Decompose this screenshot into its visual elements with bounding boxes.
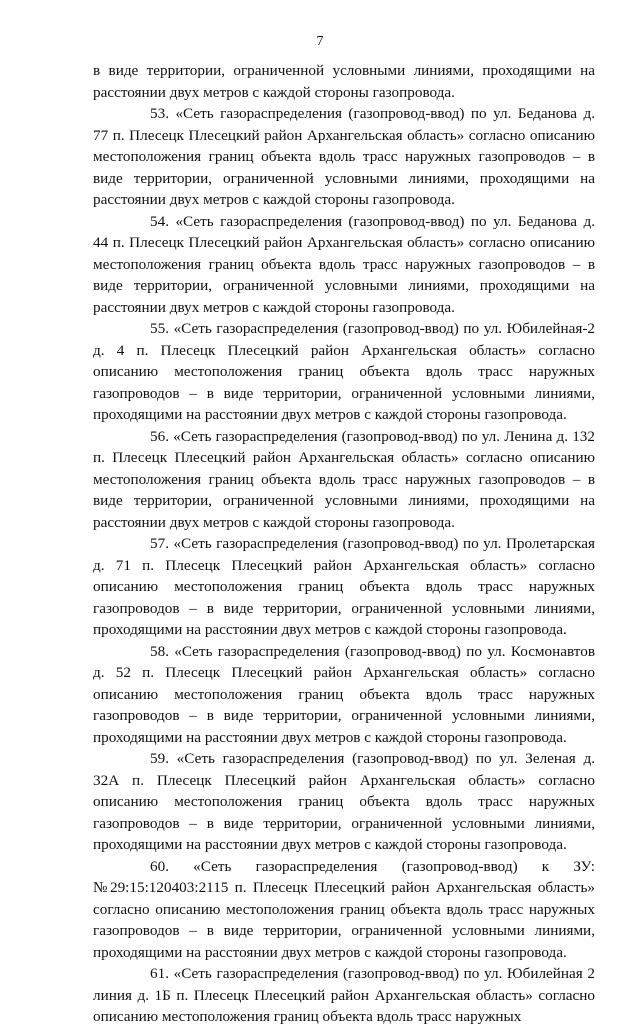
- document-body: [93, 60, 595, 1028]
- paragraph-item-55: 55. «Сеть газораспределения (газопровод-ввод) по ул. Юбилейная-2 д. 4 п. Плесецк Плесецкий район Архангельская область» согласно описанию местоположения границ объекта вдоль трасс наружных газопроводов – в виде территории, ограниченной условными линиями, проходящими на расстоянии двух метров с каждой стороны газопровода.: [93, 320, 595, 423]
- paragraph-continuation: в виде территории, ограниченной условными линиями, проходящими на расстоянии двух метров с каждой стороны газопровода.: [93, 62, 595, 101]
- paragraph-item-53: 53. «Сеть газораспределения (газопровод-ввод) по ул. Беданова д. 77 п. Плесецк Плесецкий район Архангельская область» согласно описанию местоположения границ объекта вдоль трасс наружных газопроводов – в виде территории, ограниченной условными линиями, проходящими на расстоянии двух метров с каждой стороны газопровода.: [93, 105, 595, 208]
- paragraph-item-56: 56. «Сеть газораспределения (газопровод-ввод) по ул. Ленина д. 132 п. Плесецк Плесецкий район Архангельская область» согласно описанию местоположения границ объекта вдоль трасс наружных газопроводов – в виде территории, ограниченной условными линиями, проходящими на расстоянии двух метров с каждой стороны газопровода.: [93, 427, 595, 531]
- paragraph-item-54: 54. «Сеть газораспределения (газопровод-ввод) по ул. Беданова д. 44 п. Плесецк Плесецкий район Архангельская область» согласно описанию местоположения границ объекта вдоль трасс наружных газопроводов – в виде территории, ограниченной условными линиями, проходящими на расстоянии двух метров с каждой стороны газопровода.: [93, 212, 595, 316]
- page-number: 7: [316, 34, 324, 49]
- paragraph-item-60: 60. «Сеть газораспределения (газопровод-ввод) к ЗУ:№29:15:120403:2115 п. Плесецк Плесецкий район Архангельская область» согласно описанию местоположения границ объекта вдоль трасс наружных газопроводов – в виде территории, ограниченной условными линиями, проходящими на расстоянии двух метров с каждой стороны газопровода.: [93, 857, 595, 961]
- paragraph-item-58: 58. «Сеть газораспределения (газопровод-ввод) по ул. Космонавтов д. 52 п. Плесецк Плесецкий район Архангельская область» согласно описанию местоположения границ объекта вдоль трасс наружных газопроводов – в виде территории, ограниченной условными линиями, проходящими на расстоянии двух метров с каждой стороны газопровода.: [93, 642, 595, 746]
- paragraph-item-61: 61. «Сеть газораспределения (газопровод-ввод) по ул. Юбилейная 2 линия д. 1Б п. Плесецк Плесецкий район Архангельская область» согласно описанию местоположения границ объекта вдоль трасс наружных: [93, 965, 595, 1025]
- paragraph-item-57: 57. «Сеть газораспределения (газопровод-ввод) по ул. Пролетарская д. 71 п. Плесецк Плесецкий район Архангельская область» согласно описанию местоположения границ объекта вдоль трасс наружных газопроводов – в виде территории, ограниченной условными линиями, проходящими на расстоянии двух метров с каждой стороны газопровода.: [93, 535, 595, 638]
- paragraph-item-59: 59. «Сеть газораспределения (газопровод-ввод) по ул. Зеленая д. 32А п. Плесецк Плесецкий район Архангельская область» согласно описанию местоположения границ объекта вдоль трасс наружных газопроводов – в виде территории, ограниченной условными линиями, проходящими на расстоянии двух метров с каждой стороны газопровода.: [93, 750, 595, 853]
